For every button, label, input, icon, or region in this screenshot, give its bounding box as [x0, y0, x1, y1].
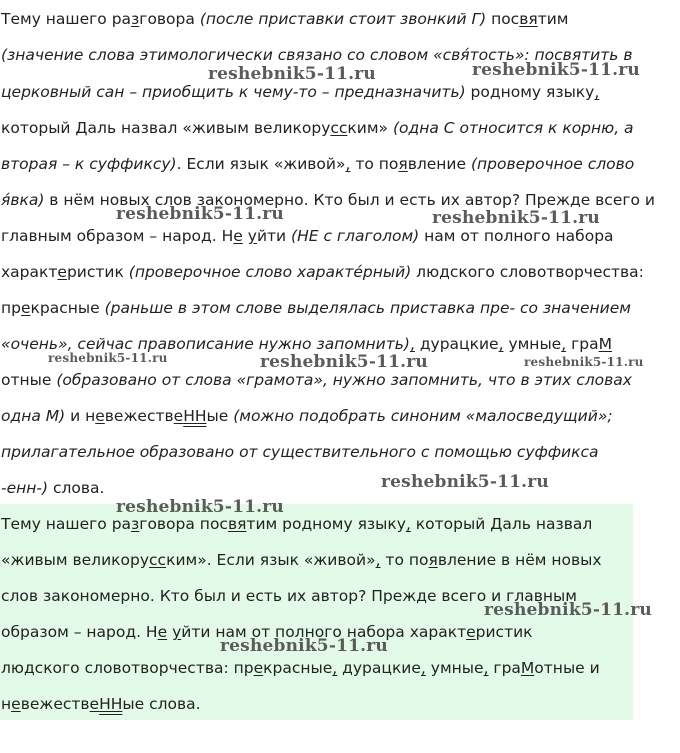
text-run: тим родному языку: [246, 515, 406, 533]
text-run: вежеств: [104, 407, 174, 425]
underlined-comma: ,: [420, 659, 426, 677]
text-run: то по: [350, 155, 399, 173]
text-run: ристик: [475, 623, 533, 641]
watermark: reshebnik5-11.ru: [208, 64, 376, 84]
underlined-comma: ,: [375, 551, 381, 569]
text-run: образом – народ. Н: [1, 623, 158, 641]
text-run: «живым великору: [1, 551, 150, 569]
annotation: я́вка): [1, 191, 45, 209]
underlined-letter: М: [598, 335, 612, 353]
text-run: отные: [1, 371, 57, 389]
annotation: (проверочное слово: [470, 155, 635, 173]
annotation: церковный сан – приобщить к чему-то – предназначить): [1, 83, 466, 101]
text-run: в нём новых слов закономерно. Кто был и есть их автор? Прежде всего и: [44, 191, 655, 209]
text-run: отные и: [534, 659, 600, 677]
underlined-letter: у: [247, 227, 257, 245]
exercise-line-12: [1, 406, 613, 426]
underlined-letter: е: [157, 623, 168, 641]
text-run: вление в нём новых: [437, 551, 602, 569]
text-run: который Даль назвал: [410, 515, 593, 533]
text-run: умные: [503, 335, 562, 353]
text-run: йти: [256, 227, 292, 245]
watermark: reshebnik5-11.ru: [484, 600, 652, 620]
annotation: одна М): [1, 407, 66, 425]
text-run: слова.: [48, 479, 105, 497]
exercise-line-9: [1, 298, 631, 318]
text-run: который Даль назвал «живым великору: [1, 119, 331, 137]
annotation: прилагательное образовано от существительного с помощью суффикса: [1, 443, 599, 461]
text-run: то по: [380, 551, 429, 569]
annotation: (одна С относится к корню, а: [392, 119, 634, 137]
underlined-letter: НН: [183, 407, 207, 425]
annotation: (после приставки стоит звонкий Г): [199, 10, 487, 28]
exercise-line-5: [1, 154, 634, 174]
underlined-letter: е: [20, 299, 31, 317]
exercise-line-11: [1, 370, 632, 390]
text-run: дурацкие: [414, 335, 499, 353]
text-run: людского словотворчества:: [411, 263, 644, 281]
text-run: . Если язык «живой»: [176, 155, 346, 173]
underlined-comma: ,: [409, 335, 415, 353]
underlined-letter: у: [172, 623, 182, 641]
text-run: н: [1, 695, 12, 713]
exercise-line-4: [1, 118, 634, 138]
exercise-line-13: [1, 442, 598, 462]
watermark: reshebnik5-11.ru: [220, 636, 388, 656]
underlined-letter: сс: [149, 551, 167, 569]
underlined-comma: ,: [561, 335, 567, 353]
exercise-line-8: [1, 262, 644, 282]
underlined-letter: е: [466, 623, 476, 641]
text-run: йти нам от полного набора характ: [181, 623, 467, 641]
text-run: вление: [407, 155, 471, 173]
underlined-letter: е: [253, 659, 264, 677]
annotation: (значение слова этимологически связано со словом «свя́тость»: посвятить в: [1, 46, 633, 64]
text-run: гра: [566, 335, 599, 353]
underlined-letter: е: [11, 695, 21, 713]
underlined-comma: ,: [483, 659, 489, 677]
text-run: вежеств: [20, 695, 90, 713]
underlined-letter: з: [131, 515, 140, 533]
text-run: пр: [1, 299, 21, 317]
text-run: дурацкие: [337, 659, 421, 677]
text-run: и н: [65, 407, 96, 425]
watermark: reshebnik5-11.ru: [48, 351, 168, 365]
watermark: reshebnik5-11.ru: [116, 204, 284, 224]
underlined-letter: вя: [227, 515, 247, 533]
text-run: слов закономерно. Кто был и есть их автор? Прежде всего и главным: [1, 587, 577, 605]
text-run: характ: [1, 263, 58, 281]
underlined-letter: е: [57, 263, 67, 281]
text-run: людского словотворчества: пр: [1, 659, 254, 677]
text-run: ристик: [66, 263, 129, 281]
underlined-letter: я: [398, 155, 408, 173]
annotation: «очень», сейчас правописание нужно запомнить): [1, 335, 410, 353]
watermark: reshebnik5-11.ru: [524, 355, 644, 369]
text-run: пос: [486, 10, 520, 28]
text-run: Тему нашего ра: [1, 515, 132, 533]
underlined-comma: ,: [594, 83, 600, 101]
text-run: Тему нашего ра: [1, 10, 132, 28]
text-run: тим: [537, 10, 569, 28]
exercise-line-14: [1, 478, 104, 498]
underlined-letter: е: [173, 407, 184, 425]
watermark: reshebnik5-11.ru: [472, 60, 640, 80]
annotation: (раньше в этом слове выделялась приставка пре- со значением: [104, 299, 631, 317]
text-run: ким». Если язык «живой»: [166, 551, 376, 569]
text-run: говора пос: [139, 515, 228, 533]
underlined-letter: е: [95, 407, 105, 425]
text-run: говора: [139, 10, 200, 28]
annotation: вторая – к суффиксу): [1, 155, 177, 173]
text-run: ые: [206, 407, 234, 425]
underlined-letter: е: [89, 695, 100, 713]
text-run: главным образом – народ. Н: [1, 227, 234, 245]
exercise-line-3: [1, 82, 599, 102]
underlined-comma: ,: [345, 155, 351, 173]
text-run: гра: [488, 659, 521, 677]
exercise-line-6: [1, 190, 655, 210]
underlined-letter: е: [233, 227, 243, 245]
underlined-letter: я: [428, 551, 438, 569]
text-run: ким»: [347, 119, 393, 137]
summary-line-5: [1, 658, 600, 678]
summary-line-2: [1, 550, 602, 570]
summary-line-1: [1, 514, 592, 534]
exercise-line-7: [1, 226, 614, 246]
underlined-comma: ,: [498, 335, 504, 353]
summary-line-6: [1, 694, 201, 714]
annotation: (образовано от слова «грамота», нужно запомнить, что в этих словах: [56, 371, 632, 389]
annotation: (можно подобрать синоним «малосведущий»;: [233, 407, 613, 425]
annotation: (НЕ с глаголом): [291, 227, 420, 245]
text-run: нам от полного набора: [419, 227, 614, 245]
text-run: родному языку: [465, 83, 595, 101]
annotation: -енн-): [1, 479, 49, 497]
underlined-comma: ,: [405, 515, 411, 533]
annotation: (проверочное слово характе́рный): [128, 263, 412, 281]
underlined-letter: з: [131, 10, 140, 28]
underlined-letter: НН: [99, 695, 123, 713]
text-run: красные: [263, 659, 333, 677]
exercise-line-1: [1, 9, 568, 29]
watermark: reshebnik5-11.ru: [260, 352, 428, 372]
watermark: reshebnik5-11.ru: [381, 472, 549, 492]
watermark: reshebnik5-11.ru: [116, 497, 284, 517]
text-run: красные: [30, 299, 105, 317]
text-run: ые слова.: [122, 695, 201, 713]
watermark: reshebnik5-11.ru: [432, 208, 600, 228]
underlined-comma: ,: [332, 659, 338, 677]
underlined-letter: М: [520, 659, 535, 677]
text-run: умные: [425, 659, 484, 677]
underlined-letter: сс: [330, 119, 348, 137]
underlined-letter: вя: [519, 10, 538, 28]
